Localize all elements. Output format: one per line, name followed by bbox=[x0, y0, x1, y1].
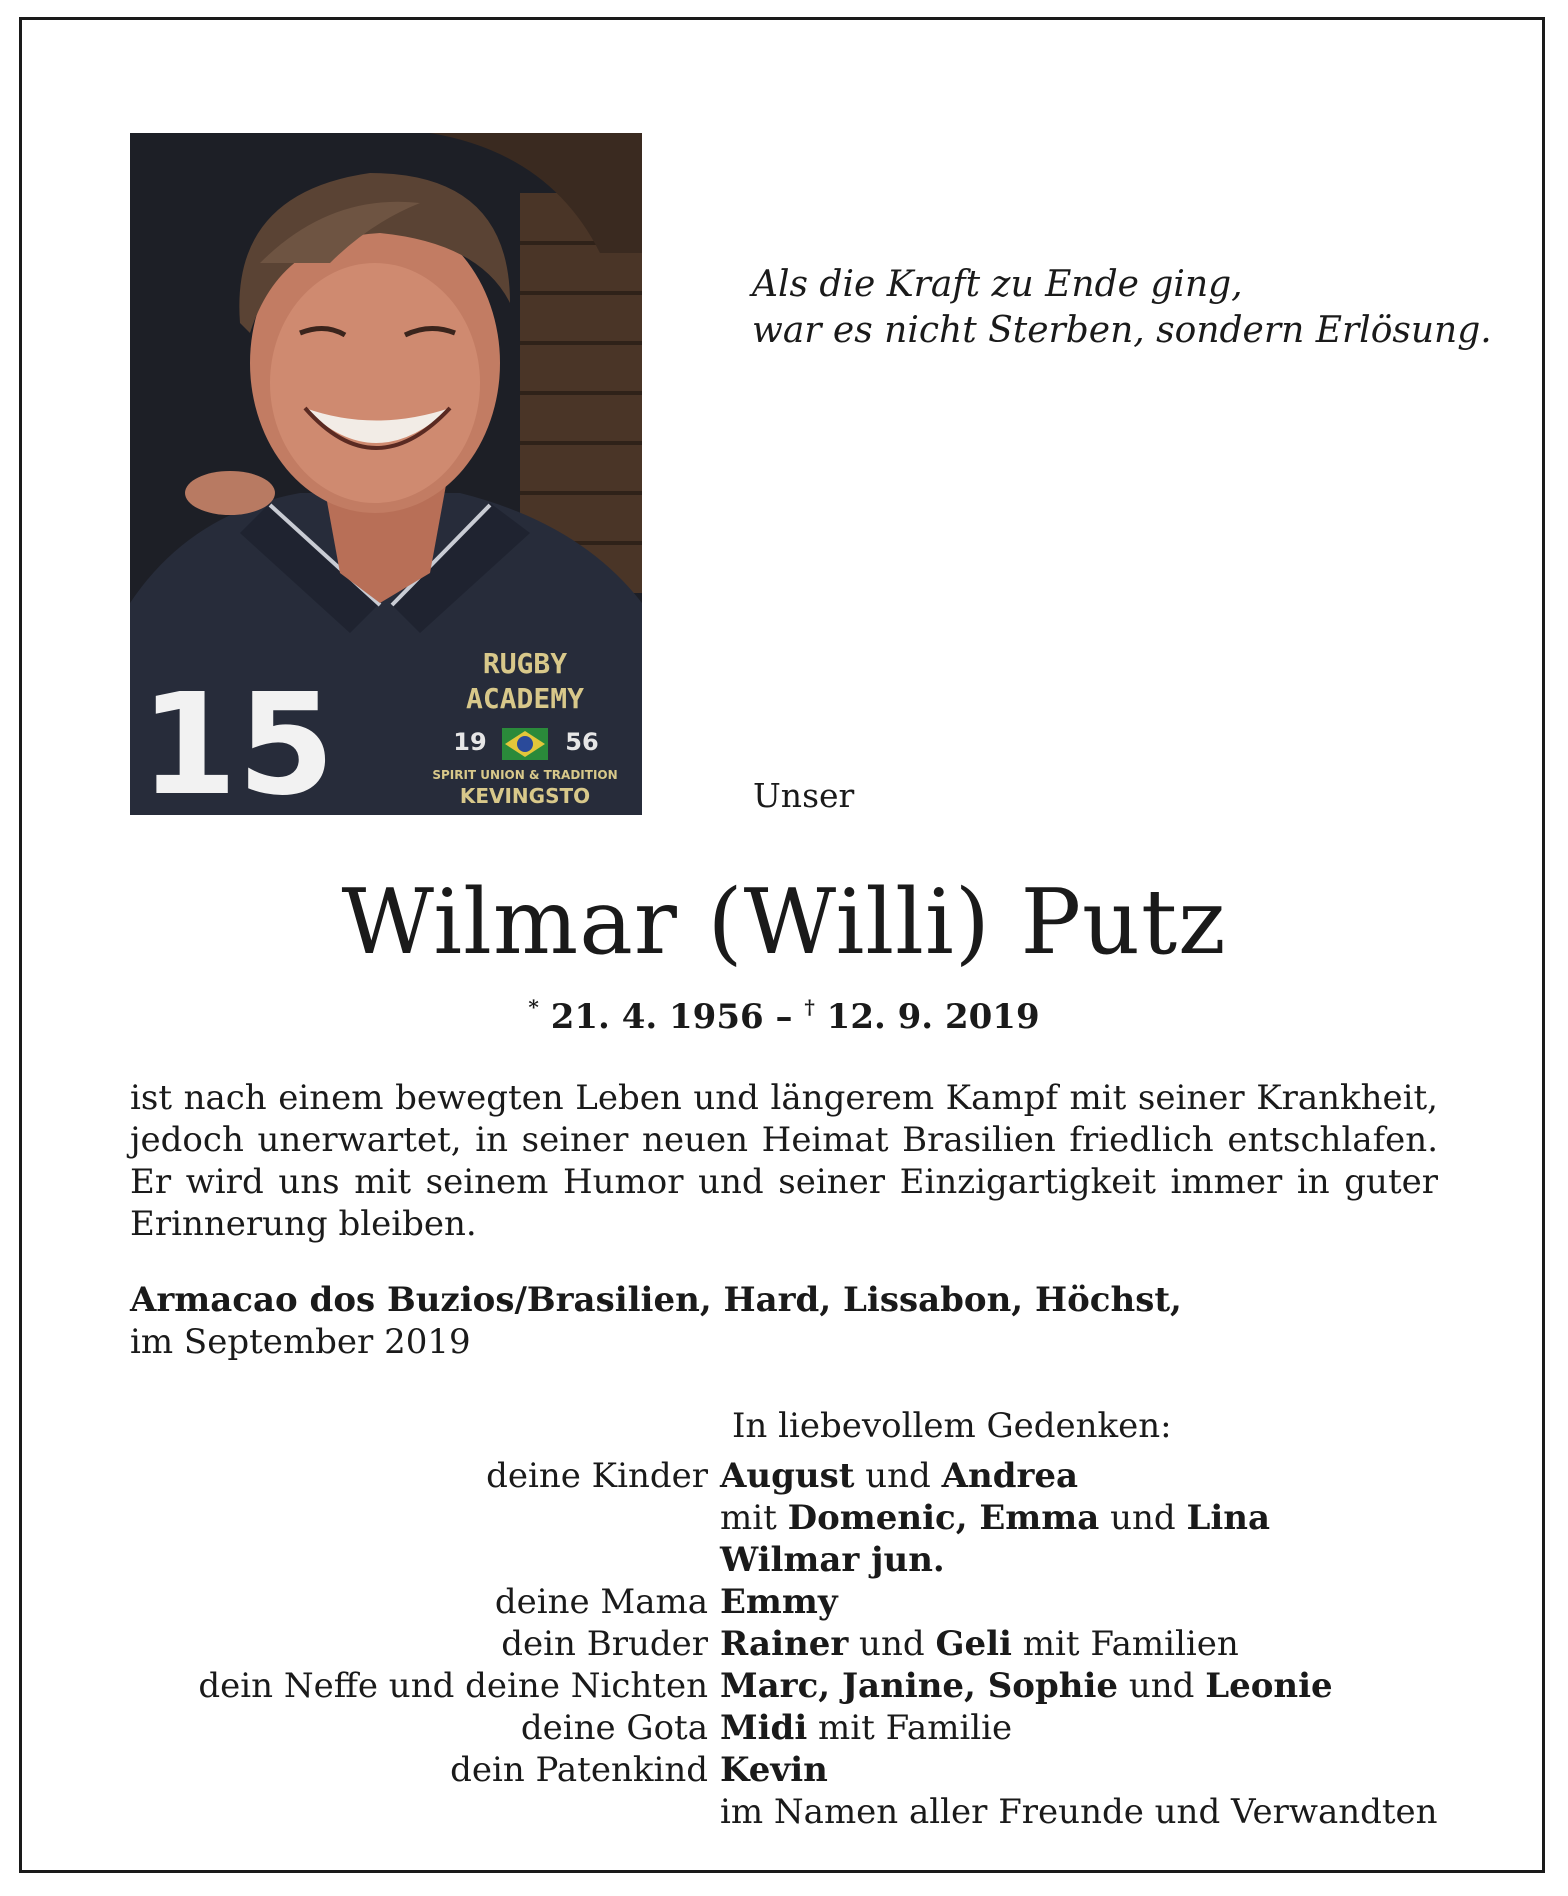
relative-name: Geli bbox=[935, 1624, 1012, 1664]
quote bbox=[752, 262, 1492, 354]
relative-label bbox=[130, 1539, 720, 1581]
relative-row bbox=[130, 1707, 1450, 1749]
memorial-title: In liebevollem Gedenken: bbox=[732, 1406, 1172, 1446]
places: Armacao dos Buzios/Brasilien, Hard, Lissabon, Höchst, bbox=[130, 1280, 1182, 1320]
relative-name: Leonie bbox=[1205, 1666, 1333, 1706]
death-date: 12. 9. 2019 bbox=[826, 997, 1040, 1037]
relative-row bbox=[130, 1581, 1450, 1623]
portrait-photo bbox=[130, 133, 642, 815]
relative-label bbox=[130, 1791, 720, 1833]
relative-row bbox=[130, 1623, 1450, 1665]
life-dates bbox=[0, 995, 1568, 1037]
relative-names bbox=[720, 1539, 1450, 1581]
relative-connector: mit Familie bbox=[807, 1708, 1013, 1748]
relative-label: dein Bruder bbox=[501, 1624, 708, 1664]
relative-row bbox=[130, 1455, 1450, 1497]
intro-word: Unser bbox=[753, 776, 855, 815]
relative-name: Andrea bbox=[941, 1456, 1079, 1496]
relative-connector: und bbox=[854, 1456, 942, 1496]
relative-label bbox=[130, 1497, 720, 1539]
relative-names bbox=[720, 1623, 1450, 1665]
relative-connector: und bbox=[1118, 1666, 1206, 1706]
date-line: im September 2019 bbox=[130, 1322, 471, 1362]
relative-names bbox=[720, 1749, 1450, 1791]
relative-label: dein Neffe und deine Nichten bbox=[198, 1666, 708, 1706]
relative-label: deine Kinder bbox=[486, 1456, 708, 1496]
relative-names bbox=[720, 1497, 1450, 1539]
relatives-list bbox=[130, 1455, 1450, 1833]
relative-label: deine Gota bbox=[520, 1708, 708, 1748]
relative-label: dein Patenkind bbox=[450, 1750, 708, 1790]
shirt-number: 15 bbox=[140, 664, 335, 815]
relative-name: Kevin bbox=[720, 1750, 828, 1790]
relative-row bbox=[130, 1749, 1450, 1791]
relative-name: Domenic, Emma bbox=[787, 1498, 1100, 1538]
relative-names bbox=[720, 1581, 1450, 1623]
date-separator: – bbox=[763, 997, 805, 1037]
relative-row bbox=[130, 1539, 1450, 1581]
relative-name: Emmy bbox=[720, 1582, 838, 1622]
badge-text-academy: ACADEMY bbox=[465, 682, 585, 715]
badge-text-tradition: SPIRIT UNION & TRADITION bbox=[432, 768, 618, 782]
relative-name: Marc, Janine, Sophie bbox=[720, 1666, 1119, 1706]
relative-name: Wilmar jun. bbox=[720, 1540, 945, 1580]
relative-row bbox=[130, 1497, 1450, 1539]
birth-symbol: * bbox=[528, 995, 539, 1019]
relative-connector: im Namen aller Freunde und Verwandten bbox=[720, 1792, 1438, 1832]
badge-text-rugby: RUGBY bbox=[482, 647, 568, 680]
relative-names bbox=[720, 1455, 1450, 1497]
announcement-text: ist nach einem bewegten Leben und längerem Kampf mit seiner Krankheit, jedoch unerwartet, in seiner neuen Heimat Brasilien friedlich entschlafen. Er wird uns mit seinem Humor und seiner Einzigartigkeit immer in guter Erinnerung bleiben. bbox=[130, 1078, 1438, 1244]
badge-year-left: 19 bbox=[453, 728, 487, 756]
relative-connector: und bbox=[848, 1624, 936, 1664]
relative-row bbox=[130, 1665, 1450, 1707]
relative-name: Lina bbox=[1186, 1498, 1271, 1538]
relative-name: August bbox=[720, 1456, 855, 1496]
relative-names bbox=[720, 1665, 1450, 1707]
relative-row bbox=[130, 1791, 1450, 1833]
relative-connector: mit Familien bbox=[1011, 1624, 1239, 1664]
death-symbol: † bbox=[804, 995, 815, 1019]
badge-year-right: 56 bbox=[565, 728, 599, 756]
relative-connector: mit bbox=[720, 1498, 788, 1538]
quote-line-1: Als die Kraft zu Ende ging, bbox=[752, 264, 1243, 305]
badge-text-kevingston: KEVINGSTO bbox=[459, 784, 591, 808]
deceased-name: Wilmar (Willi) Putz bbox=[341, 870, 1227, 975]
relative-name: Midi bbox=[720, 1708, 808, 1748]
relative-name: Rainer bbox=[720, 1624, 849, 1664]
quote-line-2: war es nicht Sterben, sondern Erlösung. bbox=[752, 310, 1492, 351]
birth-date: 21. 4. 1956 bbox=[550, 997, 764, 1037]
relative-names bbox=[720, 1791, 1450, 1833]
relative-names bbox=[720, 1707, 1450, 1749]
relative-connector: und bbox=[1099, 1498, 1187, 1538]
relative-label: deine Mama bbox=[494, 1582, 708, 1622]
